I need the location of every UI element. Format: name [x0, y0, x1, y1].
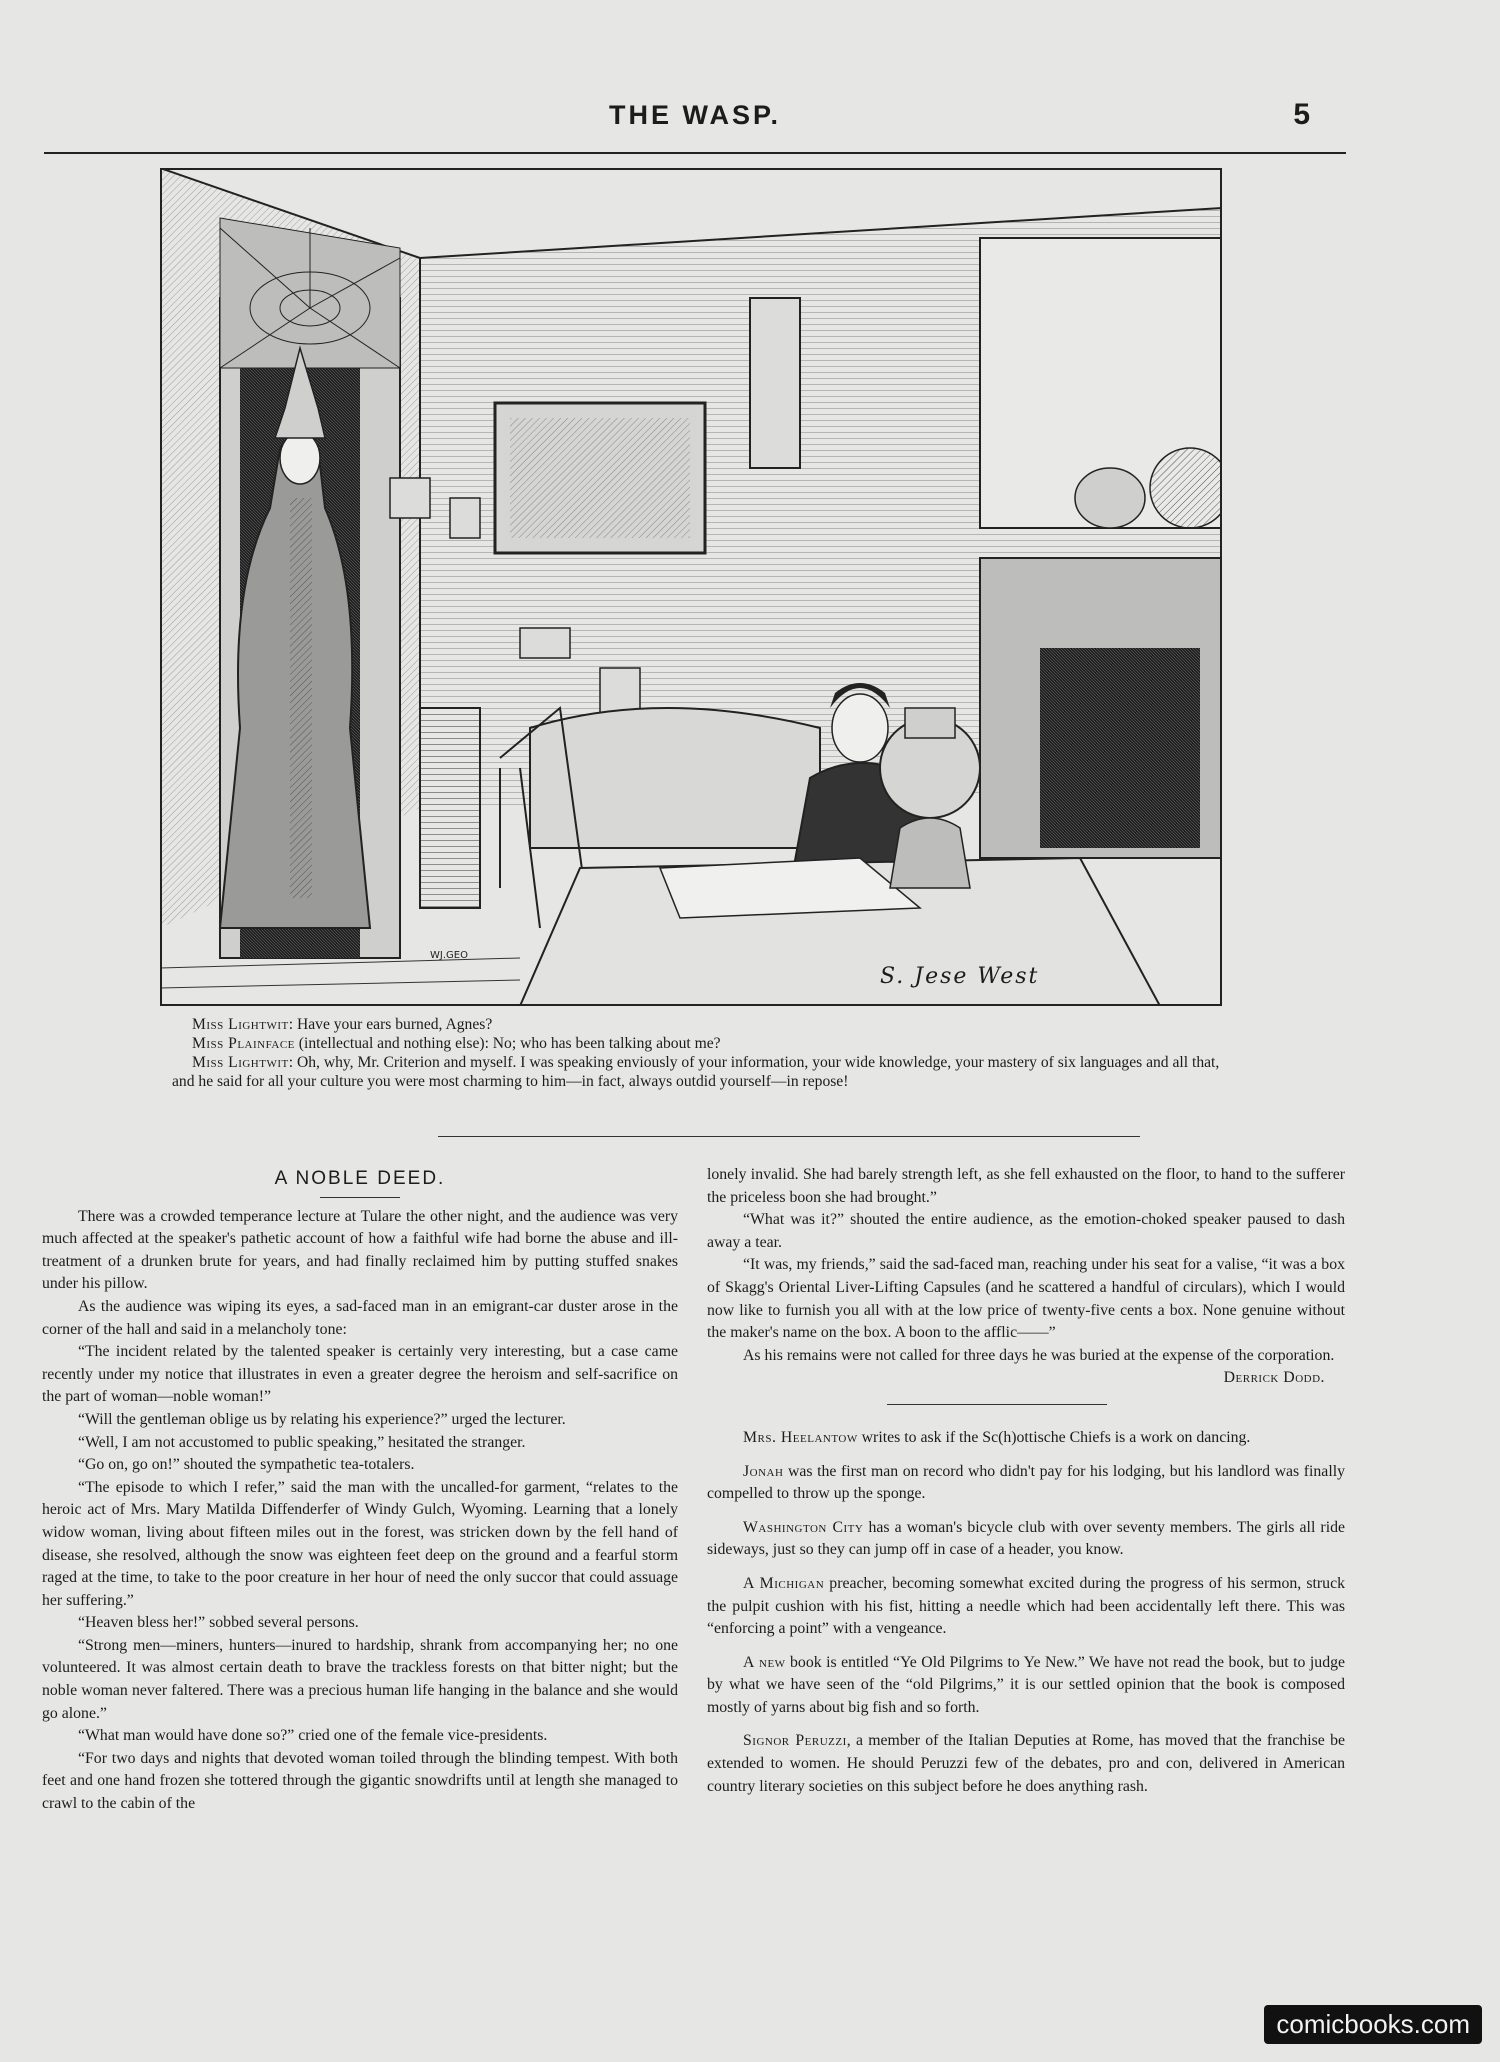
brief-paragraph: A Michigan preacher, becoming somewhat excited during the progress of his sermon, struck the pulpit cushion with his fist, hitting a needle which had been accidentally left there. This was “enforcing a point” with a vengeance.	[707, 1574, 1345, 1638]
oil-lamp	[880, 708, 980, 888]
byline: Derrick Dodd.	[1223, 1369, 1325, 1387]
article-paragraph: “Well, I am not accustomed to public speaking,” hesitated the stranger.	[78, 1433, 526, 1451]
engraver-mark: WJ.GEO	[430, 950, 468, 961]
article-paragraph: “Strong men—miners, hunters—inured to hardship, shrank from accompanying her; no one volunteered. It was almost certain death to brave the trackless forests on that bitter night; but the noble woman never faltered. There was a precious human life hanging in the balance and she would go alone.”	[42, 1636, 678, 1722]
brief-paragraph: Mrs. Heelantow writes to ask if the Sc(h)ottische Chiefs is a work on dancing.	[743, 1428, 1251, 1446]
article-title: A NOBLE DEED.	[274, 1168, 446, 1189]
caption-line-3: Miss Lightwit: Oh, why, Mr. Criterion and myself. I was speaking enviously of your information, your wide knowledge, your mastery of six languages and all that, and he said for all your culture you were most charming to him—in fact, always outdid yourself—in repose!	[172, 1054, 1220, 1090]
artist-signature: S. Jese West	[880, 964, 1040, 989]
brief-paragraph: Signor Peruzzi, a member of the Italian Deputies at Rome, has moved that the franchise be extended to women. He should Peruzzi few of the debates, pro and con, delivered in American country literary societies on this subject before he does anything rash.	[707, 1732, 1345, 1795]
caption-line-1: Miss Lightwit: Have your ears burned, Agnes?	[192, 1016, 493, 1033]
article-paragraph: “Go on, go on!” shouted the sympathetic tea-totalers.	[78, 1456, 415, 1474]
article-paragraph: There was a crowded temperance lecture at Tulare the other night, and the audience was very much affected at the speaker's pathetic account of how a faithful wife had borne the abuse and ill-treatment of a drunken brute for years, and had finally reclaimed him by putting stuffed snakes under his pillow.	[42, 1207, 678, 1293]
byline-row	[707, 1367, 1345, 1390]
parlor-scene-drawing	[160, 168, 1222, 1006]
article-continuation: “It was, my friends,” said the sad-faced man, reaching under his seat for a valise, “it was a box of Skagg's Oriental Liver-Lifting Capsules (and he scattered a handful of circulars), which I would now like to furnish you all with at the low price of twenty-five cents a box. None genuine without the maker's name on the box. A boon to the afflic——”	[707, 1256, 1345, 1342]
article-continuation: lonely invalid. She had barely strength left, as she fell exhausted on the floor, to hand to the sufferer the priceless boon she had brought.”	[707, 1166, 1345, 1206]
left-column	[42, 1164, 678, 1816]
caption-line-2: Miss Plainface (intellectual and nothing else): No; who has been talking about me?	[192, 1035, 721, 1052]
article-paragraph: “The incident related by the talented speaker is certainly very interesting, but a case came recently under my notice that illustrates in even a greater degree the heroism and self-sacrifice on the part of woman—noble woman!”	[42, 1343, 678, 1406]
illustration-caption	[172, 1015, 1220, 1091]
brief-paragraph: A new book is entitled “Ye Old Pilgrims to Ye New.” We have not read the book, but to judge by what we have seen of the “old Pilgrims,” it is our settled opinion that the book is composed mostly of yarns about big fish and so forth.	[707, 1653, 1346, 1716]
title-rule	[320, 1197, 400, 1198]
article-paragraph: “For two days and nights that devoted woman toiled through the blinding tempest. With both feet and one hand frozen she tottered through the gigantic snowdrifts until at length she managed to crawl to the cabin of the	[42, 1749, 678, 1813]
article-end-rule	[887, 1404, 1107, 1405]
illustration	[160, 168, 1222, 1006]
article-paragraph: “Heaven bless her!” sobbed several persons.	[78, 1614, 359, 1632]
article-paragraph: “What man would have done so?” cried one of the female vice-presidents.	[78, 1727, 548, 1745]
section-divider	[438, 1136, 1140, 1137]
article-continuation: As his remains were not called for three days he was buried at the expense of the corporation.	[743, 1346, 1335, 1364]
article-paragraph: As the audience was wiping its eyes, a sad-faced man in an emigrant-car duster arose in the corner of the hall and said in a melancholy tone:	[42, 1297, 678, 1338]
article-continuation: “What was it?” shouted the entire audience, as the emotion-choked speaker paused to dash away a tear.	[707, 1211, 1345, 1251]
brief-paragraph: Washington City has a woman's bicycle club with over seventy members. The girls all ride sideways, just so they can jump off in case of a header, you know.	[707, 1518, 1345, 1559]
article-paragraph: “Will the gentleman oblige us by relating his experience?” urged the lecturer.	[78, 1410, 566, 1428]
page-number: 5	[1293, 98, 1310, 131]
site-watermark: comicbooks.com	[1264, 2005, 1482, 2044]
article-paragraph: “The episode to which I refer,” said the man with the uncalled-for garment, “relates to the heroic act of Mrs. Mary Matilda Diffenderfer of Windy Gulch, Wyoming. Learning that a lonely widow woman, living about fifteen miles out in the forest, was stricken down by the fell hand of disease, she resolved, although the snow was eighteen feet deep on the ground and a fearful storm raged at the time, to take to the poor creature in her hour of need the only succor that could assuage her suffering.”	[42, 1478, 678, 1609]
publication-title: THE WASP.	[608, 100, 782, 130]
brief-paragraph: Jonah was the first man on record who didn't pay for his lodging, but his landlord was finally compelled to throw up the sponge.	[707, 1462, 1345, 1503]
right-column	[707, 1164, 1345, 1798]
masthead	[44, 96, 1346, 154]
